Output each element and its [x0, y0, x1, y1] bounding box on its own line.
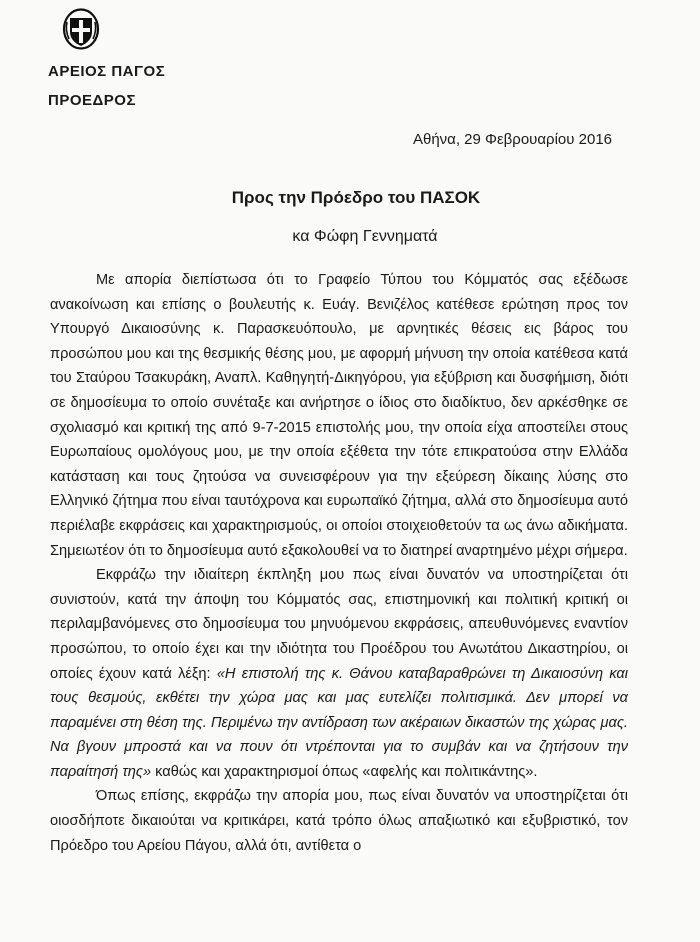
paragraph-2	[50, 563, 628, 784]
recipient-name: κα Φώφη Γεννηματά	[292, 228, 438, 245]
org-name: ΑΡΕΙΟΣ ΠΑΓΟΣ	[48, 63, 166, 80]
paragraph-2-end: καθώς και χαρακτηρισμοί όπως «αφελής και πολιτικάντης».	[151, 763, 538, 780]
letter-body	[50, 268, 628, 858]
letter-date: Αθήνα, 29 Φεβρουαρίου 2016	[412, 131, 612, 148]
paragraph-2-quote: «Η επιστολή της κ. Θάνου καταβαραθρώνει τη Δικαιοσύνη και τους θεσμούς, εκθέτει την χώρα μας και μας ευτελίζει πολιτισμικά. Δεν μπορεί να παραμένει στη θέση της. Περιμένω την αντίδραση των ακέραιων δικαστών της χώρας μας. Να βγουν μπροστά και να πουν ότι ντρέπονται για το συμβάν και να ζητήσουν την παραίτησή της»	[50, 665, 628, 780]
paragraph-3: Όπως επίσης, εκφράζω την απορία μου, πως είναι δυνατόν να υποστηρίζεται ότι οιοσδήποτε δικαιούται να κριτικάρει, κατά τρόπο όλως απαξιωτικό και εξυβριστικό, τον Πρόεδρο του Αρείου Πάγου, αλλά ότι, αντίθετα ο	[50, 788, 628, 854]
org-title: ΠΡΟΕΔΡΟΣ	[48, 92, 136, 109]
paragraph-2-text: Εκφράζω την ιδιαίτερη έκπληξη μου πως είναι δυνατόν να υποστηρίζεται ότι συνιστούν, κατά την άποψη του Κόμματός σας, επιστημονική και πολιτική κριτική οι περιλαμβανόμενες στο δημοσίευμα του μηνυόμενου εκφράσεις, απευθυνόμενες εναντίον προσώπου, το οποίο έχει και την ιδιότητα του Προέδρου του Ανωτάτου Δικαστηρίου, οι οποίες έχουν κατά λέξη:	[50, 567, 628, 682]
recipient-title: Προς την Πρόεδρο του ΠΑΣΟΚ	[231, 188, 481, 207]
paragraph-1: Με απορία διεπίστωσα ότι το Γραφείο Τύπου του Κόμματός σας εξέδωσε ανακοίνωση και επίσης ο βουλευτής κ. Ευάγ. Βενιζέλος κατέθεσε ερώτηση προς τον Υπουργό Δικαιοσύνης κ. Παρασκευόπουλο, με αρνητικές θέσεις εις βάρος του προσώπου μου και της θεσμικής θέσης μου, με αφορμή μήνυση την οποία κατέθεσα κατά του Σταύρου Τσακυράκη, Αναπλ. Καθηγητή-Δικηγόρου, για εξύβριση και δυσφήμιση, διότι σε δημοσίευμα το οποίο συνέταξε και ανήρτησε ο ίδιος στο διαδίκτυο, δεν αρκέσθηκε σε σχολιασμό και κριτική της από 9-7-2015 επιστολής μου, την οποία είχα αποστείλει στους Ευρωπαίους ομολόγους μου, με την οποία εξέθετα την τότε επικρατούσα στην Ελλάδα κατάσταση και τους ζητούσα να συνεισφέρουν για την εξεύρεση δίκαιης λύσης στο Ελληνικό ζήτημα που είναι ταυτόχρονα και ευρωπαϊκό ζήτημα, αλλά στο δημοσίευμα αυτό περιέλαβε εκφράσεις και χαρακτηρισμούς, οι οποίοι στοιχειοθετούν τα ως άνω αδικήματα. Σημειωτέον ότι το δημοσίευμα αυτό εξακολουθεί να το διατηρεί αναρτημένο μέχρι σήμερα.	[50, 272, 628, 559]
greek-coat-of-arms-icon	[62, 8, 100, 50]
